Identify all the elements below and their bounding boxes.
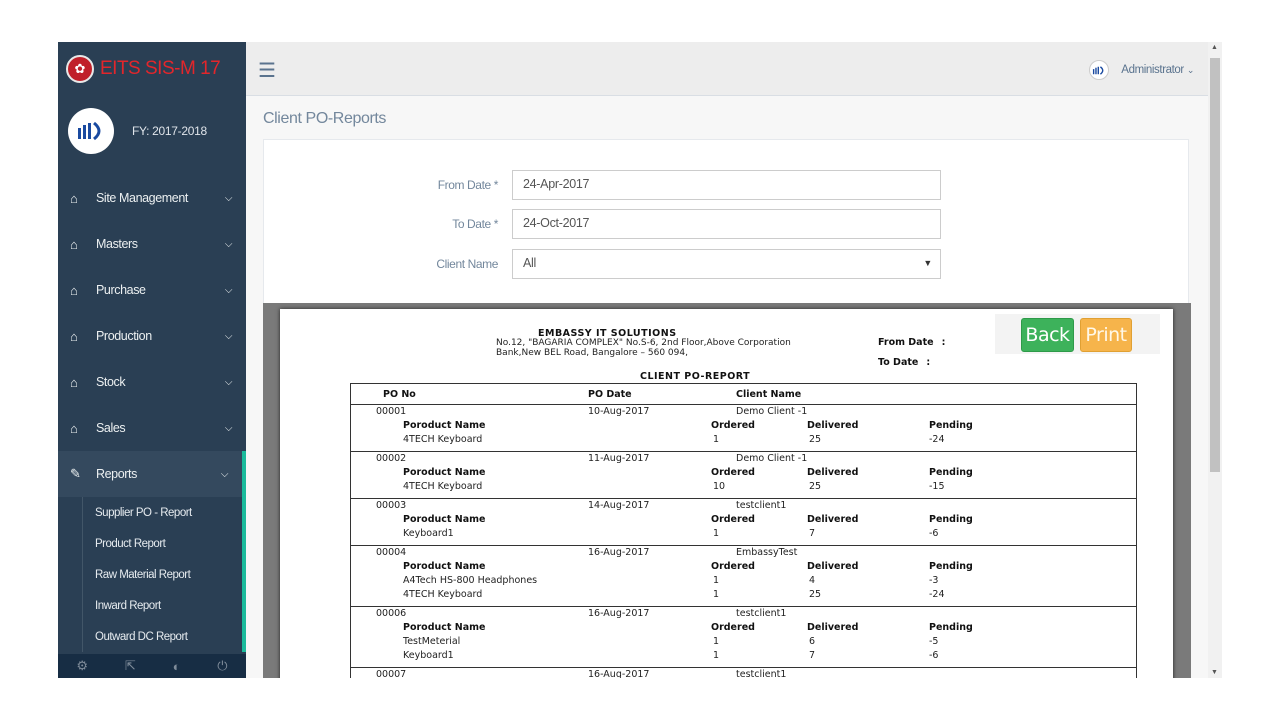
item-delivered: 7	[809, 650, 816, 661]
po-number: 00001	[376, 406, 407, 417]
col-po-date: PO Date	[588, 389, 632, 400]
po-row	[351, 668, 1136, 678]
client-name-value: All	[523, 256, 536, 270]
po-items-header	[351, 513, 1136, 527]
company-address: No.12, "BAGARIA COMPLEX" No.S-6, 2nd Floor,Above Corporation Bank,New BEL Road, Bangalore – 560 094,	[496, 338, 791, 358]
top-nav	[246, 42, 1208, 96]
home-icon: ⌂	[70, 190, 78, 206]
item-ordered: 1	[713, 575, 720, 586]
sidebar-item-label: Masters	[96, 237, 138, 251]
chevron-down-icon: ⌵	[224, 422, 232, 434]
edit-icon: ✎	[70, 466, 81, 481]
sub-col-delivered: Delivered	[807, 561, 859, 572]
sidebar-footer	[58, 654, 246, 678]
bars-icon[interactable]: ☰	[258, 60, 276, 82]
item-product: Keyboard1	[403, 650, 454, 661]
sidebar-item-label: Purchase	[96, 283, 146, 297]
po-row	[351, 452, 1136, 466]
chevron-down-icon: ⌵	[224, 192, 232, 204]
po-client: Demo Client -1	[736, 453, 808, 464]
report-from-colon: :	[941, 337, 946, 348]
from-date-row	[264, 170, 1190, 200]
po-block	[351, 668, 1136, 678]
po-item-row	[351, 480, 1136, 494]
item-pending: -6	[929, 650, 939, 661]
fullscreen-icon[interactable]: ⇱	[124, 658, 136, 673]
po-client: testclient1	[736, 500, 787, 511]
submenu-outward-dc-report[interactable]: Outward DC Report	[95, 630, 188, 643]
item-delivered: 25	[809, 434, 822, 445]
po-number: 00004	[376, 547, 407, 558]
sub-col-product: Poroduct Name	[403, 561, 486, 572]
sidebar-item-masters[interactable]	[58, 221, 246, 267]
item-pending: -3	[929, 575, 939, 586]
po-item-row	[351, 588, 1136, 602]
to-date-label: To Date *	[452, 217, 498, 231]
report-title: CLIENT PO-REPORT	[640, 371, 751, 382]
item-product: TestMeterial	[403, 636, 461, 647]
sidebar-item-label: Site Management	[96, 191, 188, 205]
main-content	[246, 96, 1208, 678]
item-ordered: 10	[713, 481, 726, 492]
sub-col-pending: Pending	[929, 514, 973, 525]
po-item-row	[351, 649, 1136, 663]
po-items-header	[351, 419, 1136, 433]
chevron-down-icon: ⌵	[224, 376, 232, 388]
from-date-label: From Date *	[437, 178, 498, 192]
po-number: 00002	[376, 453, 407, 464]
chevron-down-icon: ⌵	[224, 238, 232, 250]
item-product: 4TECH Keyboard	[403, 589, 483, 600]
report-table-header	[351, 384, 1136, 405]
sub-col-delivered: Delivered	[807, 467, 859, 478]
item-ordered: 1	[713, 636, 720, 647]
item-ordered: 1	[713, 650, 720, 661]
brand[interactable]	[58, 42, 246, 96]
sub-col-delivered: Delivered	[807, 622, 859, 633]
po-client: Demo Client -1	[736, 406, 808, 417]
po-block	[351, 452, 1136, 499]
sub-col-product: Poroduct Name	[403, 467, 486, 478]
sidebar-item-site-management[interactable]	[58, 175, 246, 221]
po-item-row	[351, 574, 1136, 588]
report-page	[280, 309, 1173, 678]
submenu-raw-material-report[interactable]: Raw Material Report	[95, 568, 191, 581]
back-button[interactable]: Back	[1021, 318, 1074, 352]
item-ordered: 1	[713, 589, 720, 600]
sub-col-pending: Pending	[929, 467, 973, 478]
sub-col-pending: Pending	[929, 420, 973, 431]
po-date: 16-Aug-2017	[588, 547, 650, 558]
sub-col-delivered: Delivered	[807, 514, 859, 525]
power-icon[interactable]: ⏻	[217, 658, 228, 673]
po-items-header	[351, 466, 1136, 480]
profile	[58, 96, 246, 166]
home-icon: ⌂	[70, 236, 78, 252]
sidebar	[58, 42, 246, 678]
fiscal-year: FY: 2017-2018	[132, 124, 207, 138]
po-block	[351, 499, 1136, 546]
sidebar-item-label: Sales	[96, 421, 126, 435]
po-client: EmbassyTest	[736, 547, 798, 558]
chevron-down-icon: ⌄	[1186, 64, 1194, 75]
scroll-up-icon[interactable]: ▲	[1211, 44, 1218, 51]
print-button[interactable]: Print	[1080, 318, 1132, 352]
report-actions	[995, 314, 1160, 354]
company-name: EMBASSY IT SOLUTIONS	[538, 328, 677, 339]
chevron-down-icon: ⌵	[220, 468, 228, 480]
po-block	[351, 405, 1136, 452]
po-row	[351, 607, 1136, 621]
po-client: testclient1	[736, 669, 787, 678]
scrollbar-thumb[interactable]	[1210, 58, 1220, 472]
po-date: 14-Aug-2017	[588, 500, 650, 511]
po-item-row	[351, 433, 1136, 447]
client-name-select[interactable]	[512, 249, 941, 279]
home-icon: ⌂	[70, 328, 78, 344]
item-product: A4Tech HS-800 Headphones	[403, 575, 538, 586]
submenu-product-report[interactable]: Product Report	[95, 537, 166, 550]
item-delivered: 4	[809, 575, 816, 586]
po-date: 11-Aug-2017	[588, 453, 650, 464]
po-date: 16-Aug-2017	[588, 669, 650, 678]
chevron-down-icon: ⌵	[224, 330, 232, 342]
report-from-date	[878, 337, 945, 348]
report-table	[350, 383, 1137, 678]
report-from-label: From Date	[878, 337, 934, 348]
po-row	[351, 499, 1136, 513]
reports-submenu	[58, 497, 246, 652]
sidebar-item-label: Stock	[96, 375, 126, 389]
sidebar-item-label: Reports	[96, 467, 137, 481]
po-date: 16-Aug-2017	[588, 608, 650, 619]
report-to-date	[878, 357, 930, 368]
item-pending: -24	[929, 589, 945, 600]
client-name-label: Client Name	[436, 257, 498, 271]
chevron-down-icon: ⌵	[224, 284, 232, 296]
po-items-header	[351, 621, 1136, 635]
item-pending: -5	[929, 636, 939, 647]
eye-slash-icon[interactable]: ◐	[172, 658, 181, 674]
item-pending: -6	[929, 528, 939, 539]
po-item-row	[351, 527, 1136, 541]
scroll-down-icon[interactable]: ▼	[1211, 669, 1218, 676]
sub-col-delivered: Delivered	[807, 420, 859, 431]
user-name: Administrator	[1121, 64, 1184, 76]
po-row	[351, 405, 1136, 419]
to-date-input[interactable]: 24-Oct-2017	[512, 209, 941, 239]
sub-col-pending: Pending	[929, 622, 973, 633]
sidebar-item-stock[interactable]	[58, 359, 246, 405]
sub-col-ordered: Ordered	[711, 622, 755, 633]
sidebar-item-production[interactable]	[58, 313, 246, 359]
po-items-header	[351, 560, 1136, 574]
po-number: 00007	[376, 669, 407, 678]
page-scrollbar[interactable]	[1208, 42, 1222, 678]
sidebar-item-label: Production	[96, 329, 152, 343]
company-logo	[68, 108, 114, 154]
po-number: 00003	[376, 500, 407, 511]
po-date: 10-Aug-2017	[588, 406, 650, 417]
home-icon: ⌂	[70, 282, 78, 298]
filter-panel	[263, 139, 1189, 304]
po-number: 00006	[376, 608, 407, 619]
item-product: 4TECH Keyboard	[403, 434, 483, 445]
submenu-supplier-po-report[interactable]: Supplier PO - Report	[95, 506, 192, 519]
from-date-input[interactable]: 24-Apr-2017	[512, 170, 941, 200]
col-po-no: PO No	[383, 389, 416, 400]
home-icon: ⌂	[70, 420, 78, 436]
report-to-label: To Date	[878, 357, 919, 368]
sub-col-ordered: Ordered	[711, 420, 755, 431]
sub-col-pending: Pending	[929, 561, 973, 572]
item-delivered: 7	[809, 528, 816, 539]
gear-icon[interactable]: ⚙	[76, 658, 89, 673]
paw-icon: ✿	[66, 55, 94, 83]
sub-col-product: Poroduct Name	[403, 622, 486, 633]
item-pending: -15	[929, 481, 945, 492]
item-delivered: 25	[809, 481, 822, 492]
to-date-row	[264, 209, 1190, 239]
app-frame	[58, 42, 1222, 678]
po-block	[351, 607, 1136, 668]
sub-col-ordered: Ordered	[711, 561, 755, 572]
po-row	[351, 546, 1136, 560]
sidebar-menu	[58, 175, 246, 652]
sub-col-ordered: Ordered	[711, 514, 755, 525]
sidebar-item-sales[interactable]	[58, 405, 246, 451]
sub-col-product: Poroduct Name	[403, 514, 486, 525]
item-product: 4TECH Keyboard	[403, 481, 483, 492]
home-icon: ⌂	[70, 374, 78, 390]
report-to-colon: :	[926, 357, 931, 368]
submenu-inward-report[interactable]: Inward Report	[95, 599, 161, 612]
item-ordered: 1	[713, 528, 720, 539]
report-viewer	[263, 303, 1191, 678]
sidebar-item-reports[interactable]	[58, 451, 246, 497]
sidebar-item-purchase[interactable]	[58, 267, 246, 313]
caret-down-icon: ▼	[923, 258, 932, 268]
client-name-row	[264, 249, 1190, 279]
item-delivered: 25	[809, 589, 822, 600]
col-client-name: Client Name	[736, 389, 802, 400]
user-avatar	[1089, 60, 1109, 80]
po-item-row	[351, 635, 1136, 649]
po-block	[351, 546, 1136, 607]
po-client: testclient1	[736, 608, 787, 619]
sub-col-ordered: Ordered	[711, 467, 755, 478]
item-product: Keyboard1	[403, 528, 454, 539]
brand-title: EITS SIS-M 17	[100, 58, 221, 79]
user-menu[interactable]	[1089, 60, 1194, 80]
page-title: Client PO-Reports	[263, 110, 387, 127]
item-ordered: 1	[713, 434, 720, 445]
item-pending: -24	[929, 434, 945, 445]
sub-col-product: Poroduct Name	[403, 420, 486, 431]
item-delivered: 6	[809, 636, 816, 647]
